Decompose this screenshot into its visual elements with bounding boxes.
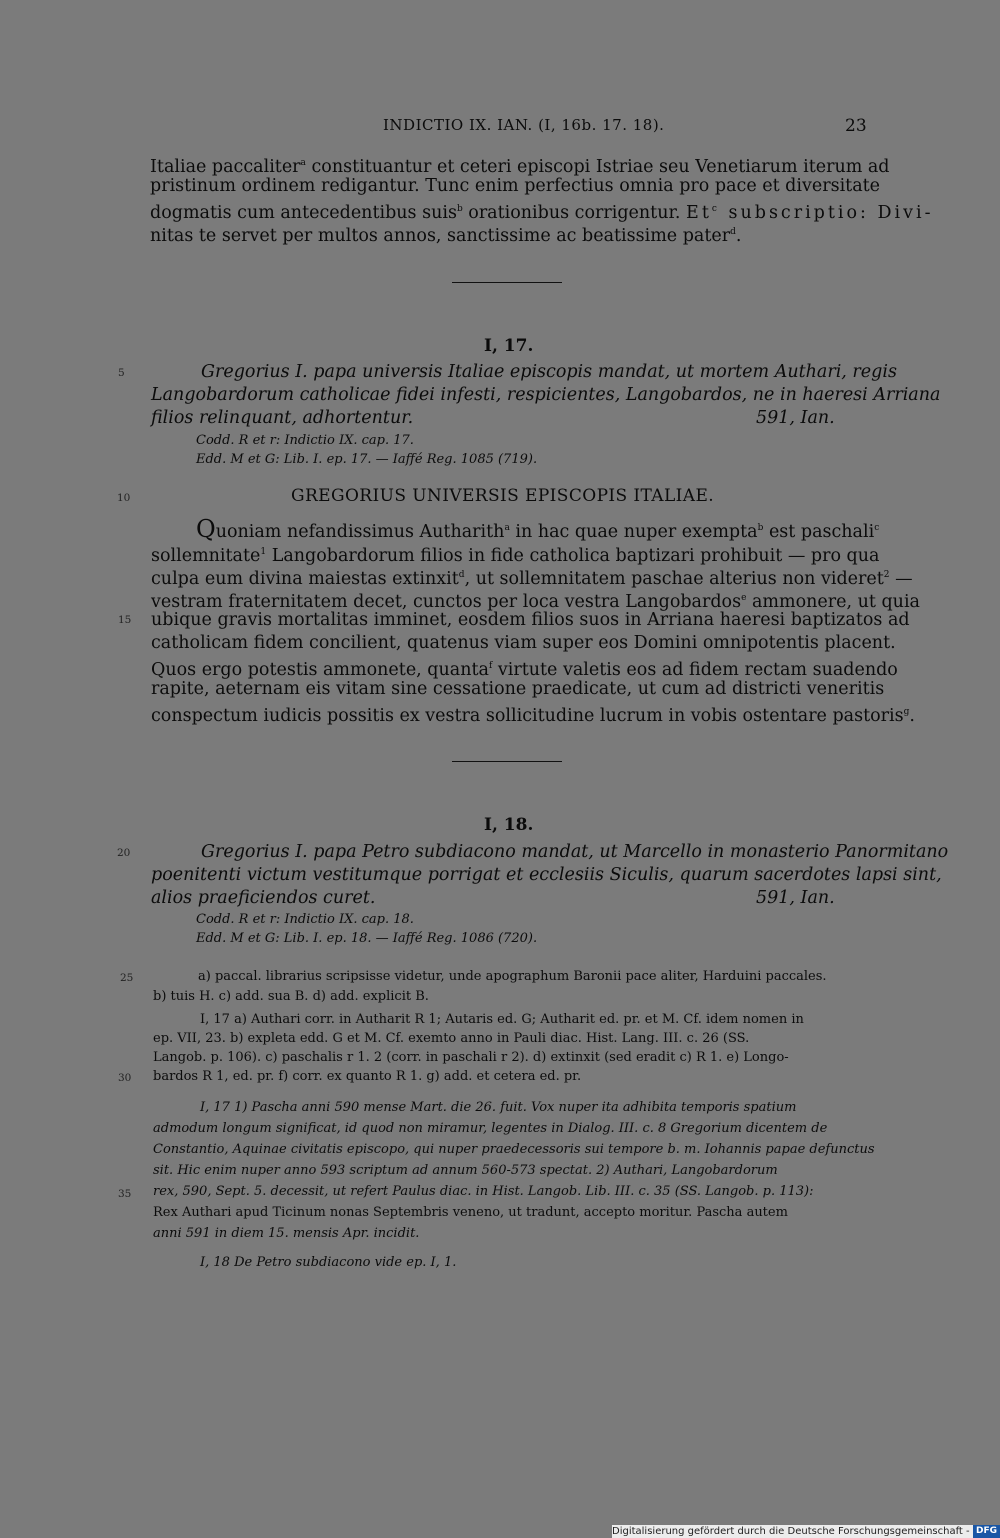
- line-number: 20: [117, 847, 131, 859]
- letter-text-line: catholicam fidem concilient, quatenus viam super eos Domini omnipotentis placent.: [151, 633, 896, 653]
- line-number: 15: [118, 614, 132, 626]
- note-line: I, 17 1) Pascha anni 590 mense Mart. die 26. fuit. Vox nuper ita adhibita temporis spatium: [200, 1100, 797, 1115]
- summary-line: Gregorius I. papa Petro subdiacono mandat, ut Marcello in monasterio Panormitano: [201, 842, 949, 862]
- letter-text-line: Quoniam nefandissimus Autharith$^a$ in hac quae nuper exempta$^b$ est paschali$^c$: [196, 514, 880, 543]
- letter-date: 591, Ian.: [756, 408, 835, 428]
- note-line: rex, 590, Sept. 5. decessit, ut refert Paulus diac. in Hist. Langob. Lib. III. c. 35 (SS. Langob. p. 113):: [153, 1184, 814, 1199]
- running-title: INDICTIO IX. IAN. (I, 16b. 17. 18).: [383, 116, 665, 134]
- letter-text-line: conspectum iudicis possitis ex vestra sollicitudine lucrum in vobis ostentare pastoris$^g$.: [151, 705, 915, 726]
- summary-line: poenitenti victum vestitumque porrigat et ecclesiis Siculis, quarum sacerdotes lapsi sint,: [151, 865, 942, 885]
- codices-line: Codd. R et r: Indictio IX. cap. 17.: [196, 433, 414, 448]
- footnote-line: I, 17 a) Authari corr. in Autharit R 1; Autaris ed. G; Autharit ed. pr. et M. Cf. idem nomen in: [200, 1012, 804, 1027]
- intro-line-1: Italiae paccaliter$^a$ constituantur et ceteri episcopi Istriae seu Venetiarum iterum ad: [150, 156, 890, 177]
- section-divider: [452, 282, 562, 283]
- footnote-line: bardos R 1, ed. pr. f) corr. ex quanto R 1. g) add. et cetera ed. pr.: [153, 1069, 582, 1084]
- line-number: 5: [118, 367, 125, 379]
- note-line: Constantio, Aquinae civitatis episcopo, qui nuper praedecessoris sui tempore b. m. Iohannis papae defunctus: [153, 1142, 875, 1157]
- line-number: 35: [118, 1188, 132, 1200]
- intro-line-2: pristinum ordinem redigantur. Tunc enim perfectius omnia pro pace et diversitate: [150, 176, 881, 196]
- letter-number: I, 17.: [484, 336, 534, 356]
- note-line: I, 18 De Petro subdiacono vide ep. I, 1.: [200, 1255, 457, 1270]
- editions-line: Edd. M et G: Lib. I. ep. 18. — Iaffé Reg. 1086 (720).: [196, 931, 538, 946]
- letter-date: 591, Ian.: [756, 888, 835, 908]
- note-line: Rex Authari apud Ticinum nonas Septembris veneno, ut tradunt, accepto moritur. Pascha autem: [153, 1205, 788, 1220]
- summary-line: Gregorius I. papa universis Italiae episcopis mandat, ut mortem Authari, regis: [201, 362, 897, 382]
- note-line: sit. Hic enim nuper anno 593 scriptum ad annum 560-573 spectat. 2) Authari, Langobardorum: [153, 1163, 778, 1178]
- summary-line: alios praeficiendos curet.: [151, 888, 376, 908]
- letter-text-line: culpa eum divina maiestas extinxit$^d$, ut sollemnitatem paschae alterius non videret$^2$ —: [151, 568, 913, 589]
- footnote-line: a) paccal. librarius scripsisse videtur, unde apographum Baronii pace aliter, Harduini paccales.: [198, 969, 827, 984]
- intro-line-3: dogmatis cum antecedentibus suis$^b$ orationibus corrigentur. Et$^c$ subscriptio: Divi-: [150, 202, 934, 223]
- page-number: 23: [845, 116, 867, 136]
- letter-text-line: ubique gravis mortalitas imminet, eosdem filios suos in Arriana haeresi baptizatos ad: [151, 610, 910, 630]
- summary-line: filios relinquant, adhortentur.: [151, 408, 414, 428]
- summary-line: Langobardorum catholicae fidei infesti, respicientes, Langobardos, ne in haeresi Arriana: [151, 385, 941, 405]
- letter-text-line: Quos ergo potestis ammonete, quanta$^f$ virtute valetis eos ad fidem rectam suadendo: [151, 659, 898, 680]
- credit-text: Digitalisierung gefördert durch die Deutsche Forschungsgemeinschaft -: [612, 1526, 970, 1537]
- line-number: 25: [120, 972, 134, 984]
- letter-text-line: rapite, aeternam eis vitam sine cessatione praedicate, ut cum ad districti veneritis: [151, 679, 885, 699]
- note-line: admodum longum significat, id quod non miramur, legentes in Dialog. III. c. 8 Gregorium dicentem de: [153, 1121, 828, 1136]
- letter-text-line: vestram fraternitatem decet, cunctos per loca vestra Langobardos$^e$ ammonere, ut quia: [151, 591, 920, 612]
- note-line: anni 591 in diem 15. mensis Apr. incidit.: [153, 1226, 420, 1241]
- footnote-line: ep. VII, 23. b) expleta edd. G et M. Cf. exemto anno in Pauli diac. Hist. Lang. III. c. 26 (SS.: [153, 1031, 750, 1046]
- line-number: 30: [118, 1072, 132, 1084]
- codices-line: Codd. R et r: Indictio IX. cap. 18.: [196, 912, 414, 927]
- intro-line-4: nitas te servet per multos annos, sanctissime ac beatissime pater$^d$.: [150, 225, 742, 246]
- letter-number: I, 18.: [484, 815, 534, 835]
- letter-address: GREGORIUS UNIVERSIS EPISCOPIS ITALIAE.: [291, 486, 715, 506]
- footnote-line: b) tuis H. c) add. sua B. d) add. explicit B.: [153, 989, 429, 1004]
- editions-line: Edd. M et G: Lib. I. ep. 17. — Iaffé Reg. 1085 (719).: [196, 452, 538, 467]
- digitization-credit: [612, 1525, 1000, 1538]
- letter-text-line: sollemnitate$^1$ Langobardorum filios in fide catholica baptizari prohibuit — pro qua: [151, 545, 880, 566]
- dfg-logo: DFG: [973, 1525, 1000, 1538]
- footnote-line: Langob. p. 106). c) paschalis r 1. 2 (corr. in paschali r 2). d) extinxit (sed eradit c) R 1. e) Longo-: [153, 1050, 789, 1065]
- line-number: 10: [117, 492, 131, 504]
- section-divider: [452, 761, 562, 762]
